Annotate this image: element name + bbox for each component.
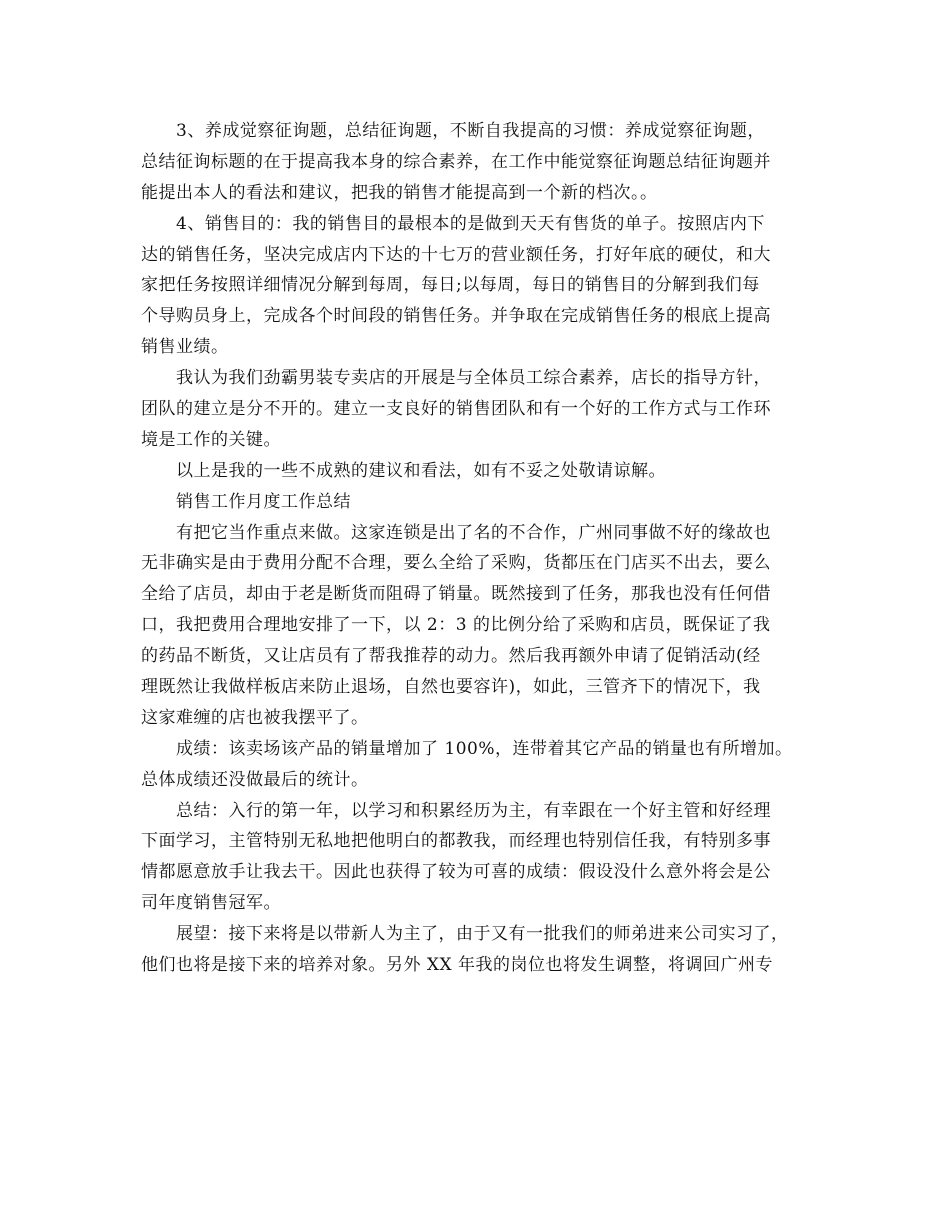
text-line-content: 我认为我们劲霸男装专卖店的开展是与全体员工综合素养，店长的指导方针， bbox=[176, 368, 771, 389]
text-line-content: 有把它当作重点来做。这家连锁是出了名的不合作，广州同事做不好的缘故也 bbox=[176, 522, 771, 543]
text-line bbox=[141, 147, 831, 178]
text-line bbox=[141, 425, 831, 456]
text-line bbox=[141, 796, 831, 827]
text-line-content: 他们也将是接下来的培养对象。另外 XX 年我的岗位也将发生调整，将调回广州专 bbox=[141, 955, 774, 976]
text-line bbox=[141, 270, 831, 301]
text-line-content: 无非确实是由于费用分配不合理，要么全给了采购，货都压在门店买不出去，要么 bbox=[141, 553, 771, 574]
text-line bbox=[141, 394, 831, 425]
text-line-content: 这家难缠的店也被我摆平了。 bbox=[141, 707, 369, 728]
text-line bbox=[141, 209, 831, 240]
paragraph bbox=[141, 919, 831, 981]
text-line-content: 总结征询标题的在于提高我本身的综合素养，在工作中能觉察征询题总结征询题并 bbox=[141, 151, 771, 172]
paragraph bbox=[141, 116, 831, 209]
text-line bbox=[141, 765, 831, 796]
text-line-content: 境是工作的关键。 bbox=[141, 429, 281, 450]
text-line-content: 销售业绩。 bbox=[141, 337, 229, 358]
text-line-content: 达的销售任务，坚决完成店内下达的十七万的营业额任务，打好年底的硬仗，和大 bbox=[141, 244, 771, 265]
paragraph bbox=[141, 363, 831, 456]
paragraph bbox=[141, 734, 831, 796]
text-line bbox=[141, 487, 831, 518]
text-line bbox=[141, 826, 831, 857]
text-line bbox=[141, 950, 831, 981]
text-line-content: 口，我把费用合理地安排了一下，以 2：3 的比例分给了采购和店员，既保证了我 bbox=[141, 615, 771, 636]
text-line-content: 的药品不断货，又让店员有了帮我推荐的动力。然后我再额外申请了促销活动(经 bbox=[141, 646, 761, 667]
text-line-content: 3、养成觉察征询题，总结征询题，不断自我提高的习惯：养成觉察征询题， bbox=[176, 121, 765, 141]
text-line-content: 个导购员身上，完成各个时间段的销售任务。并争取在完成销售任务的根底上提高 bbox=[141, 306, 771, 327]
text-line bbox=[141, 518, 831, 549]
text-line bbox=[141, 178, 831, 209]
text-line bbox=[141, 919, 831, 950]
text-line-content: 总体成绩还没做最后的统计。 bbox=[141, 769, 369, 790]
text-line bbox=[141, 888, 831, 919]
paragraph bbox=[141, 518, 831, 734]
text-line-content: 理既然让我做样板店来防止退场，自然也要容许)，如此，三管齐下的情况下，我 bbox=[141, 677, 761, 698]
text-line bbox=[141, 301, 831, 332]
text-line bbox=[141, 332, 831, 363]
text-line-content: 全给了店员，却由于老是断货而阻碍了销量。既然接到了任务，那我也没有任何借 bbox=[141, 584, 771, 605]
paragraph bbox=[141, 796, 831, 920]
text-line-content: 情都愿意放手让我去干。因此也获得了较为可喜的成绩：假设没什么意外将会是公 bbox=[141, 862, 771, 883]
document-body bbox=[141, 116, 831, 981]
text-line bbox=[141, 857, 831, 888]
text-line-content: 家把任务按照详细情况分解到每周，每日;以每周，每日的销售目的分解到我们每 bbox=[141, 275, 760, 296]
text-line bbox=[141, 240, 831, 271]
text-line-content: 团队的建立是分不开的。建立一支良好的销售团队和有一个好的工作方式与工作环 bbox=[141, 399, 771, 420]
text-line bbox=[141, 579, 831, 610]
text-line-content: 下面学习，主管特别无私地把他明白的都教我，而经理也特别信任我，有特别多事 bbox=[141, 831, 771, 852]
text-line-content: 4、销售目的：我的销售目的最根本的是做到天天有售货的单子。按照店内下 bbox=[176, 213, 765, 234]
text-line bbox=[141, 456, 831, 487]
text-line bbox=[141, 548, 831, 579]
text-line bbox=[141, 363, 831, 394]
text-line-content: 司年度销售冠军。 bbox=[141, 893, 281, 914]
text-line-content: 总结：入行的第一年，以学习和积累经历为主，有幸跟在一个好主管和好经理 bbox=[176, 800, 771, 821]
text-line bbox=[141, 703, 831, 734]
text-line-content: 展望：接下来将是以带新人为主了，由于又有一批我们的师弟进来公司实习了， bbox=[176, 924, 789, 945]
paragraph bbox=[141, 456, 831, 487]
text-line-content: 能提出本人的看法和建议，把我的销售才能提高到一个新的档次。。 bbox=[141, 182, 658, 203]
text-line bbox=[141, 734, 831, 765]
text-line bbox=[141, 672, 831, 703]
text-line-content: 以上是我的一些不成熟的建议和看法，如有不妥之处敬请谅解。 bbox=[176, 460, 666, 481]
text-line bbox=[141, 610, 831, 641]
text-line-content: 成绩：该卖场该产品的销量增加了 100%，连带着其它产品的销量也有所增加。 bbox=[176, 738, 793, 759]
paragraph bbox=[141, 209, 831, 363]
text-line bbox=[141, 641, 831, 672]
text-line-content: 销售工作月度工作总结 bbox=[176, 491, 351, 512]
text-line bbox=[141, 116, 831, 147]
paragraph bbox=[141, 487, 831, 518]
